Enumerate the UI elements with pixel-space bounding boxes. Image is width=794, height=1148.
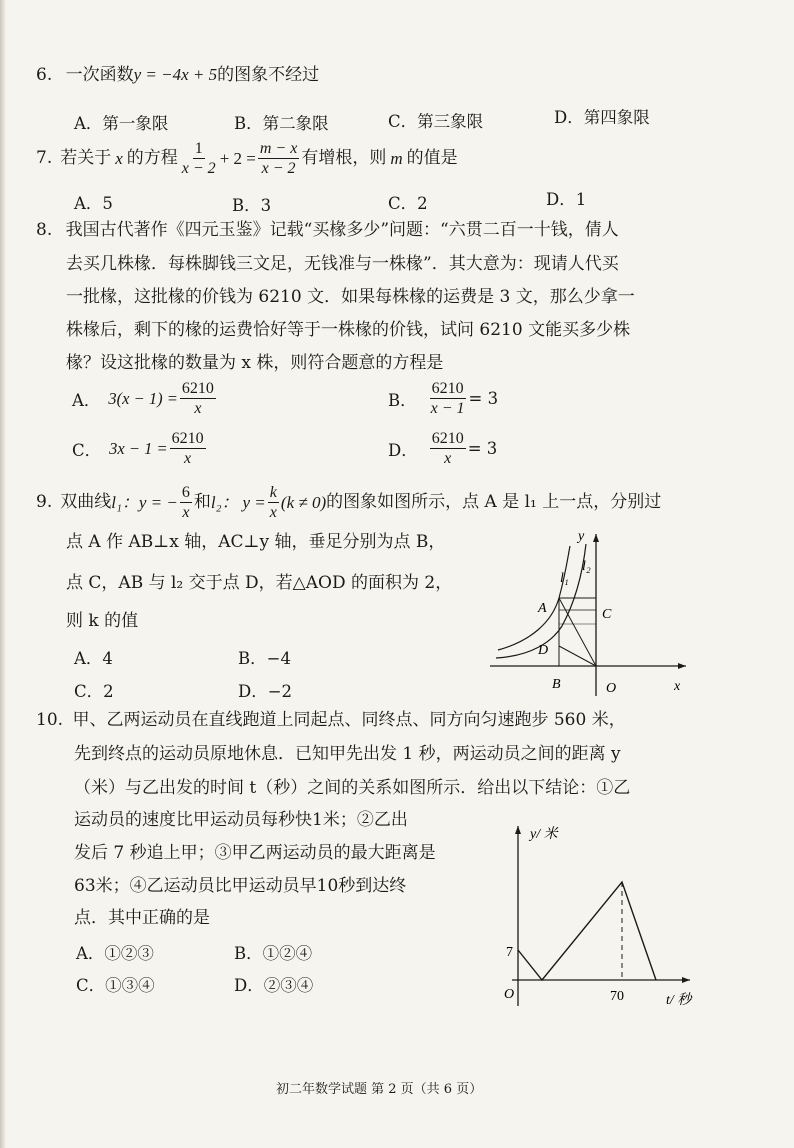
q10-y-label: y/ 米 [530,827,558,842]
q10-origin: O [504,987,515,1002]
q7-text-b: 的方程 [126,148,178,168]
q9-label-l2: l₂ [582,559,591,574]
q10-line-3: （米）与乙出发的时间 t（秒）之间的关系如图所示．给出以下结论：①乙 [74,778,631,798]
q8-optD-num: 6210 [431,430,464,447]
q7-number: 7. [36,148,53,168]
q6-stem [36,66,319,84]
q6-text-b: 的图象不经过 [217,65,320,85]
q9-line-3: 点 C，AB 与 l₂ 交于点 D，若△AOD 的面积为 2， [66,573,453,593]
q9-and: 和 [193,492,211,512]
q7-frac2-den: x − 2 [261,160,296,177]
q7-var-m: m [390,149,403,168]
q8-optB-den: x − 1 [430,400,465,417]
q10-line-2: 先到终点的运动员原地休息．已知甲先出发 1 秒，两运动员之间的距离 y [74,744,621,764]
q8-optA-lhs: 3(x − 1) = [108,388,178,408]
q9-option-c[interactable]: C．2 [74,682,114,701]
q9-label-y: y [578,529,585,544]
q10-line-6: 63米；④乙运动员比甲运动员早10秒到达终 [74,876,407,896]
q6-option-b[interactable]: B．第二象限 [234,114,329,133]
q6-option-a[interactable]: A．第一象限 [74,114,169,133]
q8-optA-num: 6210 [181,380,214,397]
q10-t-tick-70: 70 [610,989,624,1004]
q8-optA-frac [180,380,216,417]
q10-line-4: 运动员的速度比甲运动员每秒快1米；②乙出 [74,810,408,830]
q9-label-l1: l₁ [560,571,569,586]
q10-line-1 [36,712,626,729]
q8-optB-label: B． [388,390,417,410]
q10-number: 10. [36,710,64,730]
q8-optC-frac [170,430,206,467]
q8-line-3: 一批椽，这批椽的价钱为 6210 文．如果每株椽的运费是 3 文，那么少拿一 [66,287,635,307]
q9-eq2-rhs: (k ≠ 0) [280,493,327,512]
q10-figure [490,816,710,1012]
q9-label-c: C [602,607,612,622]
q8-line-4: 株椽后，剩下的椽的运费恰好等于一株椽的价钱，试问 6210 文能买多少株 [66,320,631,340]
q7-frac1-den: x − 2 [181,160,216,177]
q8-line-1 [36,222,619,239]
q7-option-d[interactable]: D．1 [546,190,587,209]
q9-option-a[interactable]: A．4 [74,649,113,668]
q8-optA-label: A． [72,390,101,410]
q8-optC-num: 6210 [171,430,204,447]
q9-x-arrow [678,663,686,669]
q9-label-d: D [538,643,549,658]
q9-label-a: A [538,601,547,616]
q9-frac-2 [268,484,279,521]
q9-text-a: 双曲线 [60,492,112,512]
q8-option-b[interactable] [388,380,498,417]
q7-frac2-num: m − x [259,140,298,157]
q9-label-x: x [674,679,681,694]
q7-stem [36,140,458,177]
q10-graph-line [518,882,656,980]
q8-optD-frac [430,430,466,467]
q8-optD-rhs: = 3 [467,439,498,458]
q8-number: 8. [36,220,53,240]
q8-option-a[interactable] [72,380,218,417]
q6-option-d[interactable]: D．第四象限 [554,108,650,127]
q7-option-c[interactable]: C．2 [388,194,428,213]
q10-option-b[interactable]: B．①②④ [234,944,313,963]
q8-line-2: 去买几株椽．每株脚钱三文足，无钱准与一株椽”．其大意为：现请人代买 [66,254,619,274]
q7-option-b[interactable]: B．3 [232,196,272,215]
q9-l2-label: l₂： [210,493,239,512]
q10-option-d[interactable]: D．②③④ [234,976,314,995]
q8-optB-rhs: = 3 [468,389,499,408]
q9-option-b[interactable]: B．−4 [238,649,291,668]
q9-figure [486,528,698,700]
q10-text-1: 甲、乙两运动员在直线跑道上同起点、同终点、同方向匀速跑步 560 米， [72,710,626,730]
q8-line-5: 椽？设这批椽的数量为 x 株，则符合题意的方程是 [66,353,444,373]
q8-option-d[interactable] [388,430,497,467]
q7-frac-1 [180,140,218,177]
q10-line-5: 发后 7 秒追上甲；③甲乙两运动员的最大距离是 [74,843,436,863]
page-footer: 初二年数学试题 第 2 页（共 6 页） [276,1082,483,1097]
q8-optA-den: x [194,400,202,417]
q8-optB-frac [429,380,467,417]
q9-frac2-den: x [269,504,277,521]
q8-optD-den: x [444,450,452,467]
page-edge-shadow [0,0,6,1148]
q8-optC-lhs: 3x − 1 = [109,438,168,458]
q8-optB-num: 6210 [431,380,464,397]
q9-frac2-num: k [269,484,277,501]
q9-line-4: 则 k 的值 [66,611,139,631]
q6-number: 6. [36,65,53,85]
q6-formula: y = −4x + 5 [133,65,218,84]
q9-number: 9. [36,492,53,512]
q9-frac1-den: x [182,504,190,521]
q7-text-c: 有增根，则 [301,148,387,168]
q7-frac-2 [258,140,299,177]
q8-optD-label: D． [388,440,418,460]
q8-optC-den: x [184,450,192,467]
q9-text-b: 的图象如图所示，点 A 是 l₁ 上一点，分别过 [326,492,662,512]
q9-l1-label: l₁： [111,493,139,512]
q9-y-arrow [593,534,599,542]
q7-plus: + 2 = [219,149,256,168]
q9-frac1-num: 6 [181,484,190,501]
q10-option-a[interactable]: A．①②③ [76,944,154,963]
q9-frac-1 [180,484,192,521]
q7-text-a: 若关于 [60,148,112,168]
q9-eq2-lhs: y = [242,493,266,512]
q10-t-arrow [682,977,690,983]
q7-option-a[interactable]: A．5 [74,194,113,213]
q9-line-2: 点 A 作 AB⊥x 轴，AC⊥y 轴，垂足分别为点 B， [66,532,446,552]
q10-t-label: t/ 秒 [666,993,692,1008]
q10-option-c[interactable]: C．①③④ [76,976,155,995]
q9-label-o: O [606,681,617,696]
q9-option-d[interactable]: D．−2 [238,682,293,701]
q8-option-c[interactable] [72,430,208,467]
q7-frac1-num: 1 [194,140,203,157]
q9-stem [36,484,661,521]
q7-var-x: x [115,149,123,168]
q6-text-a: 一次函数 [65,65,134,85]
q8-optC-label: C． [72,440,102,460]
q7-text-d: 的值是 [406,148,458,168]
q10-y-arrow [515,826,521,834]
q10-line-7: 点．其中正确的是 [74,908,210,928]
q10-y-tick-7: 7 [506,945,513,960]
q9-label-b: B [552,677,561,692]
q9-eq1-lhs: y = − [138,493,178,512]
q6-option-c[interactable]: C．第三象限 [388,112,484,131]
q8-text-1: 我国古代著作《四元玉鉴》记载“买椽多少”问题：“六贯二百一十钱，倩人 [65,220,619,240]
